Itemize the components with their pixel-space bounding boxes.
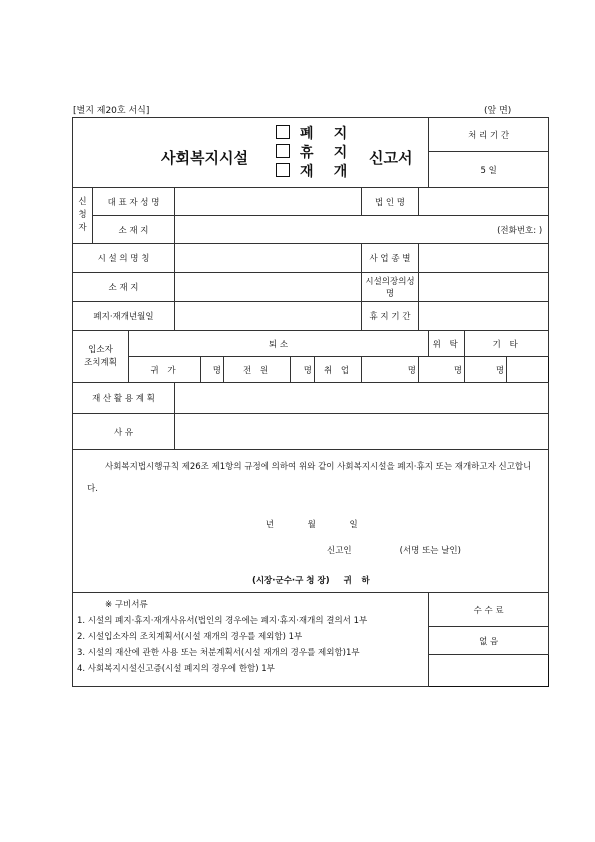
corp-name-label: 법 인 명 <box>362 188 419 216</box>
other-label: 기 타 <box>465 331 549 357</box>
document-item: 3. 시설의 재산에 관한 사용 또는 처분계획서(시설 재개의 경우를 제외함)1부 <box>77 648 360 658</box>
applicant-address-field[interactable] <box>175 216 549 244</box>
option-suspension[interactable]: 휴 지 <box>276 144 355 163</box>
property-plan-label: 재 산 활 용 계 획 <box>73 383 175 414</box>
option-closure[interactable]: 폐 지 <box>276 125 355 144</box>
corp-name-field[interactable] <box>419 188 549 216</box>
processing-period-value: 5 일 <box>429 152 549 188</box>
checkbox-closure[interactable] <box>276 125 290 139</box>
processing-period-label: 처 리 기 간 <box>429 118 549 152</box>
reason-label: 사 유 <box>73 414 175 450</box>
return-home-label: 귀 가 <box>129 357 201 383</box>
fee-label: 수 수 료 <box>429 593 549 627</box>
option-resumption[interactable]: 재 개 <box>276 163 355 182</box>
form-number: [별지 제20호 서식] <box>73 106 150 116</box>
declaration-text: 사회복지법시행규칙 제26조 제1항의 규정에 의하여 위와 같이 사회복지시설을 폐지·휴지 또는 재개하고자 신고합니다. <box>87 462 532 494</box>
business-type-label: 사 업 종 별 <box>362 244 419 273</box>
consign-count[interactable]: 명 <box>419 357 465 383</box>
applicant-signature-line[interactable]: 신고인 (서명 또는 날인) <box>327 546 461 556</box>
required-documents <box>73 593 429 687</box>
fee-value: 없 음 <box>429 627 549 655</box>
applicant-group-label: 신 청 자 <box>73 188 93 244</box>
other-count[interactable]: 명 <box>465 357 507 383</box>
discharge-label: 퇴 소 <box>129 331 429 357</box>
employment-count[interactable]: 명 <box>362 357 419 383</box>
employment-label: 취 업 <box>315 357 362 383</box>
document-item: 4. 사회복지시설신고증(시설 폐지의 경우에 한함) 1부 <box>77 664 275 674</box>
change-date-label: 폐지·재개년월일 <box>73 302 175 331</box>
rep-name-field[interactable] <box>175 188 362 216</box>
consign-label: 위 탁 <box>429 331 465 357</box>
property-plan-field[interactable] <box>175 383 549 414</box>
fee-blank <box>429 655 549 687</box>
reason-field[interactable] <box>175 414 549 450</box>
director-name-field[interactable] <box>419 273 549 302</box>
facility-name-field[interactable] <box>175 244 362 273</box>
transfer-label: 전 원 <box>224 357 291 383</box>
facility-location-label: 소 재 지 <box>73 273 175 302</box>
documents-heading: ※ 구비서류 <box>105 600 148 610</box>
page-side-label: (앞 면) <box>484 106 512 116</box>
transfer-count[interactable]: 명 <box>291 357 315 383</box>
declaration-date[interactable]: 년 월 일 <box>265 520 360 530</box>
resident-plan-label: 입소자 조치계획 <box>73 331 129 383</box>
report-form-table <box>72 117 549 687</box>
rep-name-label: 대 표 자 성 명 <box>93 188 175 216</box>
facility-name-label: 시 설 의 명 칭 <box>73 244 175 273</box>
change-date-field[interactable] <box>175 302 362 331</box>
document-item: 2. 시설입소자의 조치계획서(시설 재개의 경우를 제외함) 1부 <box>77 632 303 642</box>
applicant-address-label: 소 재 지 <box>93 216 175 244</box>
addressee: (시장·군수·구 청 장) 귀 하 <box>251 576 374 586</box>
title-suffix: 신고서 <box>369 149 413 167</box>
suspension-period-field[interactable] <box>419 302 549 331</box>
director-name-label: 시설의장의성명 <box>362 273 419 302</box>
suspension-period-label: 휴 지 기 간 <box>362 302 419 331</box>
form-title <box>73 118 429 188</box>
document-item: 1. 시설의 폐지·휴지·재개사유서(법인의 경우에는 폐지·휴지·재개의 결의서 1부 <box>77 616 368 626</box>
checkbox-suspension[interactable] <box>276 144 290 158</box>
phone-label: (전화번호: ) <box>497 225 543 236</box>
declaration-block <box>73 450 549 593</box>
business-type-field[interactable] <box>419 244 549 273</box>
title-facility: 사회복지시설 <box>161 149 248 167</box>
checkbox-resumption[interactable] <box>276 163 290 177</box>
title-options <box>276 125 355 182</box>
return-home-count[interactable]: 명 <box>201 357 224 383</box>
facility-location-field[interactable] <box>175 273 362 302</box>
